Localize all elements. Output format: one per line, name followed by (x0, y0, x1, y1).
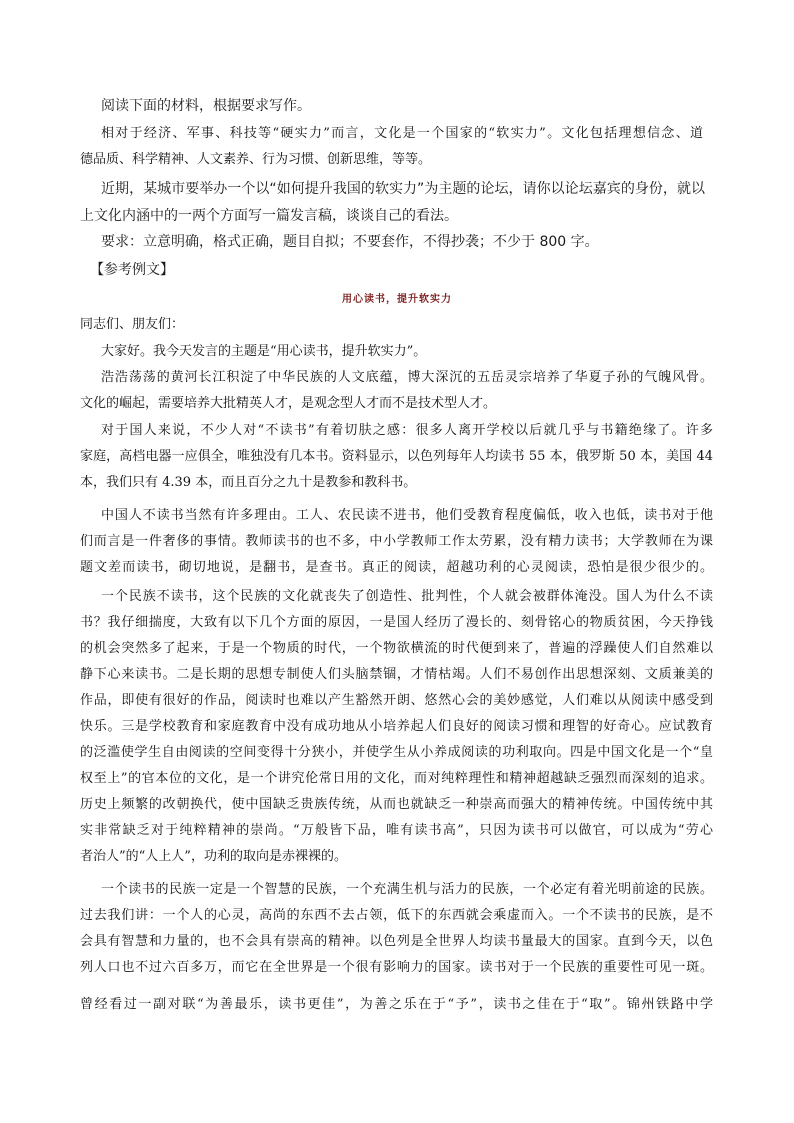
reference-label: 【参考例文】 (90, 262, 174, 278)
essay-line: 历史上频繁的改朝换代，使中国缺乏贵族传统，从而也就缺乏一种崇高而强大的精神传统。中国传统中其 (80, 797, 713, 812)
essay-greeting: 同志们、朋友们： (80, 317, 185, 332)
prompt-instruction: 阅读下面的材料，根据要求写作。 (101, 98, 311, 114)
prompt-task-line: 近期，某城市要举办一个以“如何提升我国的软实力”为主题的论坛，请你以论坛嘉宾的身份，就以 (101, 181, 705, 197)
essay-line: 书？我仔细揣度，大致有以下几个方面的原因，一是国人经历了漫长的、刻骨铭心的物质贫困，今天挣钱 (80, 615, 713, 630)
prompt-task-line: 上文化内涵中的一两个方面写一篇发言稿，谈谈自己的看法。 (80, 208, 458, 224)
essay-line: 中国人不读书当然有许多理由。工人、农民读不进书，他们受教育程度偏低，收入也低，读书对于他 (101, 508, 713, 523)
essay-line: 的泛滥使学生自由阅读的空间变得十分狭小，并使学生从小养成阅读的功利取向。四是中国文化是一个“皇 (80, 745, 713, 760)
essay-line: 列人口也不过六百多万，而它在全世界是一个很有影响力的国家。读书对于一个民族的重要性可见一斑。 (80, 960, 713, 975)
prompt-requirements: 要求：立意明确，格式正确，题目自拟；不要套作，不得抄袭；不少于 800 字。 (101, 234, 599, 250)
essay-line: 静下心来读书。二是长期的思想专制使人们头脑禁锢，才情枯竭。人们不易创作出思想深刻、文质兼美的 (80, 667, 713, 682)
essay-line: 们而言是一件奢侈的事情。教师读书的也不多，中小学教师工作太劳累，没有精力读书；大学教师在为课 (80, 534, 713, 549)
essay-line: 题文差而读书，砌切地说，是翻书，是查书。真正的阅读，超越功利的心灵阅读，恐怕是很少很少的。 (80, 560, 713, 575)
essay-line: 一个读书的民族一定是一个智慧的民族，一个充满生机与活力的民族，一个必定有着光明前途的民族。 (101, 882, 713, 897)
essay-title: 用心读书，提升软实力 (342, 294, 452, 305)
essay-line: 一个民族不读书，这个民族的文化就丧失了创造性、批判性，个人就会被群体淹没。国人为什么不读 (101, 589, 713, 604)
essay-line: 权至上”的官本位的文化，是一个讲究伦常日用的文化，而对纯粹理性和精神超越缺乏强烈而深刻的追求。 (80, 771, 713, 786)
essay-line: 对于国人来说，不少人对“不读书”有着切肤之感：很多人离开学校以后就几乎与书籍绝缘了。许多 (101, 423, 713, 438)
essay-line: 本，我们只有 4.39 本，而且百分之九十是教参和教科书。 (80, 475, 417, 490)
essay-line: 浩浩荡荡的黄河长江积淀了中华民族的人文底蕴，博大深沉的五岳灵宗培养了华夏子孙的气魄风骨。 (101, 370, 713, 385)
prompt-material-line: 德品质、科学精神、人文素养、行为习惯、创新思维，等等。 (80, 152, 432, 167)
essay-line: 实非常缺乏对于纯粹精神的崇尚。“万般皆下品，唯有读书高”，只因为读书可以做官，可以成为“劳心 (80, 823, 713, 838)
essay-line: 文化的崛起，需要培养大批精英人才，是观念型人才而不是技术型人才。 (80, 396, 497, 411)
essay-line: 快乐。三是学校教育和家庭教育中没有成功地从小培养起人们良好的阅读习惯和理智的好奇心。应试教育 (80, 719, 713, 734)
essay-line: 作品，即使有很好的作品，阅读时也难以产生豁然开朗、悠然心会的美妙感觉，人们难以从阅读中感受到 (80, 693, 713, 708)
essay-line: 者治人”的“人上人”，功利的取向是赤裸裸的。 (80, 849, 347, 864)
essay-line: 家庭，高档电器一应俱全，唯独没有几本书。资料显示，以色列每年人均读书 55 本，俄罗斯 50 本，美国 44 (80, 449, 713, 464)
prompt-material-line: 相对于经济、军事、科技等“硬实力”而言，文化是一个国家的“软实力”。文化包括理想信念、道 (101, 126, 703, 141)
essay-line: 曾经看过一副对联“为善最乐，读书更佳”，为善之乐在于“予”，读书之佳在于“取”。锦州铁路中学 (80, 997, 713, 1012)
essay-line: 的机会突然多了起来，于是一个物质的时代，一个物欲横流的时代便到来了，普遍的浮躁使人们自然难以 (80, 641, 713, 656)
essay-line: 会具有智慧和力量的，也不会具有崇高的精神。以色列是全世界人均读书量最大的国家。直到今天，以色 (80, 934, 713, 949)
essay-line: 大家好。我今天发言的主题是“用心读书，提升软实力”。 (101, 344, 427, 359)
essay-line: 过去我们讲：一个人的心灵，高尚的东西不去占领，低下的东西就会乘虚而入。一个不读书的民族，是不 (80, 908, 713, 923)
